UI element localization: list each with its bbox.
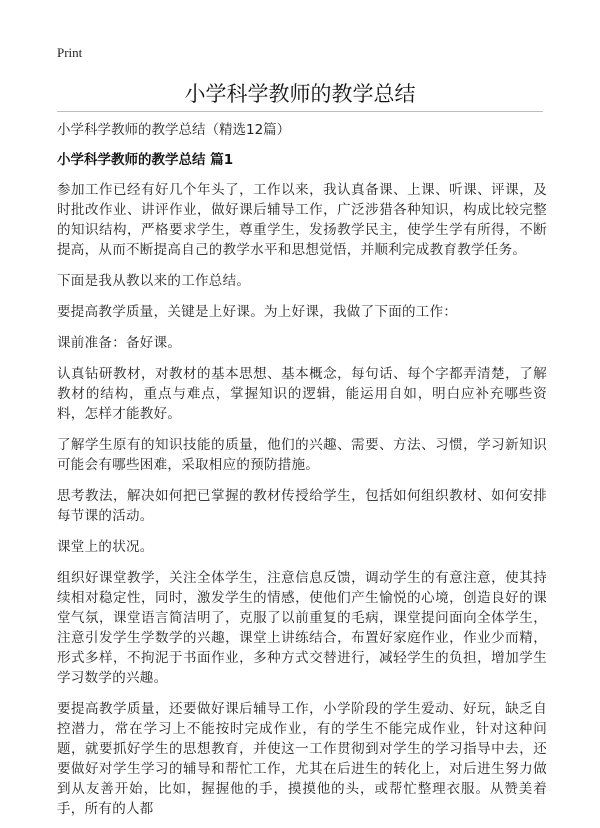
print-link[interactable]: Print bbox=[57, 45, 83, 60]
paragraph-lesson-prep: 课前准备：备好课。 bbox=[57, 335, 182, 351]
document-subtitle: 小学科学教师的教学总结（精选12篇） bbox=[57, 122, 291, 138]
paragraph-teaching-quality: 要提高教学质量，关键是上好课。为上好课，我做了下面的工作： bbox=[57, 304, 458, 320]
paragraph-study-textbook: 认真钻研教材，对教材的基本思想、基本概念，每句话、每个字都弄清楚，了解教材的结构，重点与难点，掌握知识的逻辑，能运用自如，明白应补充哪些资料，怎样才能教好。 bbox=[57, 366, 547, 422]
paragraph-know-students: 了解学生原有的知识技能的质量，他们的兴趣、需要、方法、习惯，学习新知识可能会有哪些困难，采取相应的预防措施。 bbox=[57, 437, 547, 473]
document-title: 小学科学教师的教学总结 bbox=[184, 82, 416, 106]
article-body bbox=[57, 180, 547, 828]
title-divider bbox=[57, 111, 543, 112]
section-heading: 小学科学教师的教学总结 篇1 bbox=[57, 152, 234, 168]
paragraph-summary-lead: 下面是我从教以来的工作总结。 bbox=[57, 273, 251, 289]
paragraph-intro: 参加工作已经有好几个年头了，工作以来，我认真备课、上课、听课、评课，及时批改作业、讲评作业，做好课后辅导工作，广泛涉猎各种知识，构成比较完整的知识结构，严格要求学生，尊重学生，发扬教学民主，使学生学有所得，不断提高，从而不断提高自己的教学水平和思想觉悟，并顺利完成教育教学任务。 bbox=[57, 182, 547, 258]
paragraph-classroom-organization: 组织好课堂教学，关注全体学生，注意信息反馈，调动学生的有意注意，使其持续相对稳定性，同时，激发学生的情感，使他们产生愉悦的心境，创造良好的课堂气氛，课堂语言简洁明了，克服了以前重复的毛病，课堂提问面向全体学生，注意引发学生学数学的兴趣，课堂上讲练结合，布置好家庭作业，作业少而精，形式多样，不拘泥于书面作业，多种方式交替进行，减轻学生的负担，增加学生学习数学的兴趣。 bbox=[57, 570, 547, 686]
paragraph-teaching-method: 思考教法，解决如何把已掌握的教材传授给学生，包括如何组织教材、如何安排每节课的活动。 bbox=[57, 488, 547, 524]
paragraph-after-class-tutoring: 要提高教学质量，还要做好课后辅导工作，小学阶段的学生爱动、好玩，缺乏自控潜力，常在学习上不能按时完成作业，有的学生不能完成作业，针对这种问题，就要抓好学生的思想教育，并使这一工作贯彻到对学生的学习指导中去，还要做好对学生学习的辅导和帮忙工作，尤其在后进生的转化上，对后进生努力做到从友善开始，比如，握握他的手，摸摸他的头，或帮忙整理衣服。从赞美着手，所有的人都 bbox=[57, 701, 547, 817]
paragraph-classroom-status: 课堂上的状况。 bbox=[57, 539, 154, 555]
